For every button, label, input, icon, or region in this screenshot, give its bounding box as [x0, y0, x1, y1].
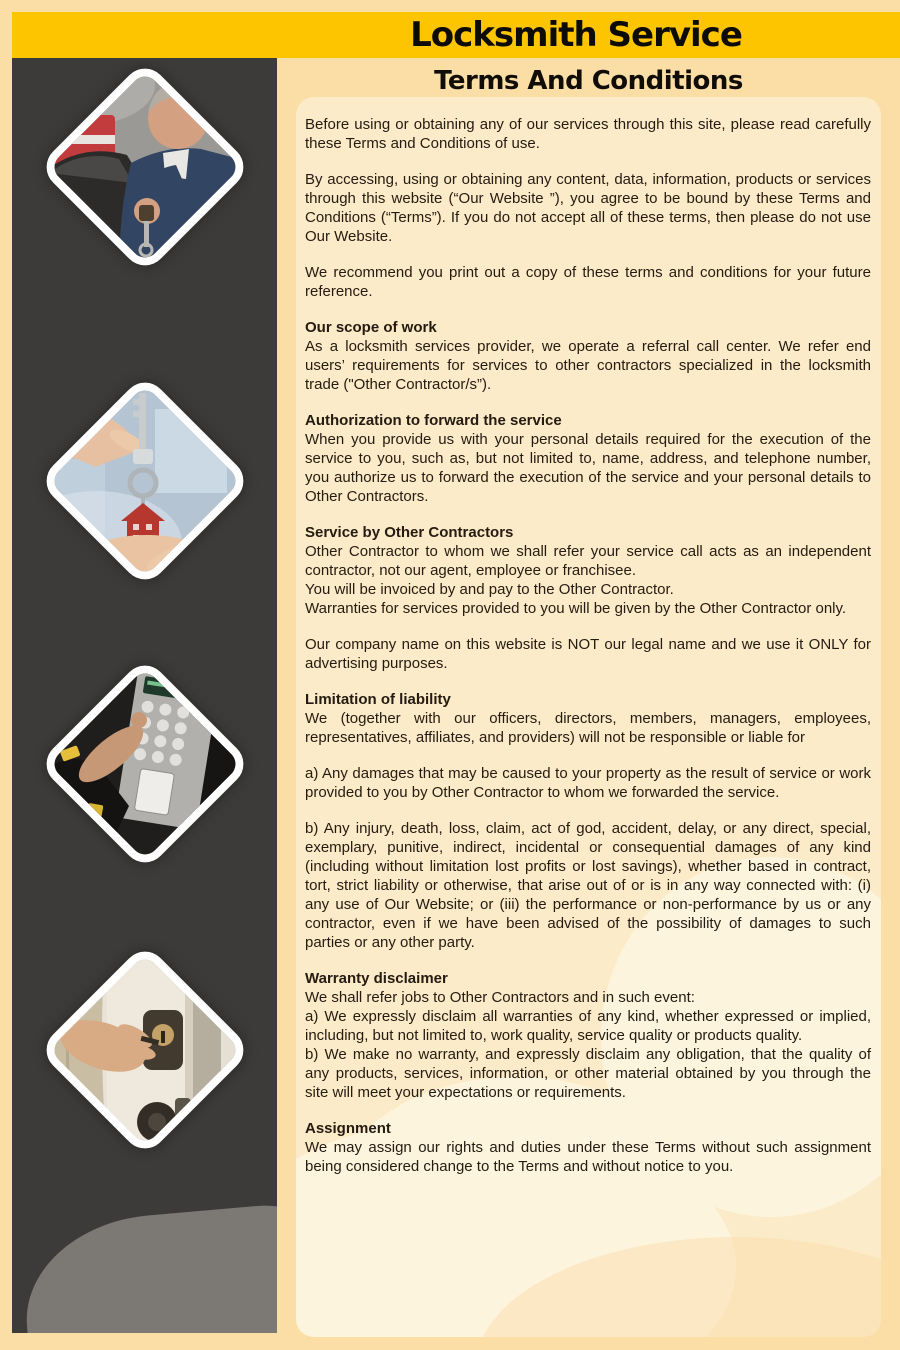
terms-section: [305, 635, 871, 673]
section-heading: Warranty disclaimer: [305, 970, 448, 987]
door-lock-photo-illustration: [38, 943, 253, 1158]
header-bar: [12, 12, 900, 58]
terms-paragraph: We shall refer jobs to Other Contractors and in such event:: [305, 989, 695, 1006]
photo-sidebar: [12, 58, 277, 1333]
keypad-access-photo: [38, 657, 253, 872]
door-lock-key-photo: [38, 943, 253, 1158]
terms-paragraph: b) We make no warranty, and expressly disclaim any obligation, that the quality of any products, services, information, or other material obtained by you through the site will meet your expectations or requirements.: [305, 1046, 871, 1101]
terms-section: [305, 1119, 871, 1176]
terms-section: [305, 690, 871, 747]
sidebar-decorative-blob: [18, 1200, 277, 1333]
locksmith-handing-key-photo: [38, 60, 253, 275]
section-heading: Limitation of liability: [305, 691, 451, 708]
terms-section: [305, 263, 871, 301]
terms-paragraph: We recommend you print out a copy of these terms and conditions for your future reference.: [305, 264, 871, 300]
terms-section: [305, 318, 871, 394]
terms-section: [305, 115, 871, 153]
terms-section: [305, 411, 871, 506]
section-heading: Authorization to forward the service: [305, 412, 562, 429]
terms-panel: [296, 97, 881, 1337]
terms-section: [305, 969, 871, 1102]
terms-subtitle: Terms And Conditions: [434, 66, 743, 96]
section-heading: Our scope of work: [305, 319, 437, 336]
house-key-handover-photo: [38, 374, 253, 589]
terms-paragraph: b) Any injury, death, loss, claim, act of god, accident, delay, or any direct, special, exemplary, punitive, indirect, incidental or consequential damages of any kind (including without limitation lost profits or lost savings), whether based in contract, tort, strict liability or otherwise, that arise out of or is in any way connected with: (i) any use of Our Website; or (iii) the performance or non-performance by us or any contractor, even if we have been advised of the possibility of damages to such parties or any other party.: [305, 820, 871, 951]
terms-paragraph: You will be invoiced by and pay to the Other Contractor.: [305, 581, 674, 598]
terms-paragraph: a) We expressly disclaim all warranties of any kind, whether expressed or implied, including, but not limited to, work quality, service quality or products quality.: [305, 1008, 871, 1044]
terms-section: [305, 819, 871, 952]
terms-paragraph: We may assign our rights and duties under these Terms without such assignment being considered change to the Terms and without notice to you.: [305, 1139, 871, 1175]
terms-paragraph: By accessing, using or obtaining any content, data, information, products or services through this website (“Our Website ”), you agree to be bound by these Terms and Conditions (“Terms”). If you do not accept all of these terms, then please do not use Our Website.: [305, 171, 871, 245]
page-title: Locksmith Service: [410, 15, 742, 55]
terms-paragraph: a) Any damages that may be caused to your property as the result of service or work provided to you by Other Contractor to whom we forwarded the service.: [305, 765, 871, 801]
terms-sections: [305, 115, 871, 1176]
terms-paragraph: Our company name on this website is NOT our legal name and we use it ONLY for advertising purposes.: [305, 636, 871, 672]
locksmith-photo-illustration: [38, 60, 253, 275]
terms-section: [305, 170, 871, 246]
section-heading: Assignment: [305, 1120, 391, 1137]
terms-paragraph: Warranties for services provided to you will be given by the Other Contractor only.: [305, 600, 847, 617]
section-heading: Service by Other Contractors: [305, 524, 514, 541]
terms-paragraph: We (together with our officers, directors, members, managers, employees, representatives, affiliates, and providers) will not be responsible or liable for: [305, 710, 871, 746]
terms-section: [305, 523, 871, 618]
terms-paragraph: As a locksmith services provider, we operate a referral call center. We refer end users’ requirements for services to other contractors specialized in the locksmith trade ("Other Contractor/s”).: [305, 338, 871, 393]
keypad-photo-illustration: [38, 657, 253, 872]
key-handover-photo-illustration: [38, 374, 253, 589]
terms-paragraph: When you provide us with your personal details required for the execution of the service to you, such as, but not limited to, name, address, and telephone number, you authorize us to forward the execution of the service and your personal details to Other Contractors.: [305, 431, 871, 505]
terms-paragraph: Before using or obtaining any of our services through this site, please read carefully these Terms and Conditions of use.: [305, 116, 871, 152]
terms-section: [305, 764, 871, 802]
terms-paragraph: Other Contractor to whom we shall refer your service call acts as an independent contractor, not our agent, employee or franchisee.: [305, 543, 871, 579]
